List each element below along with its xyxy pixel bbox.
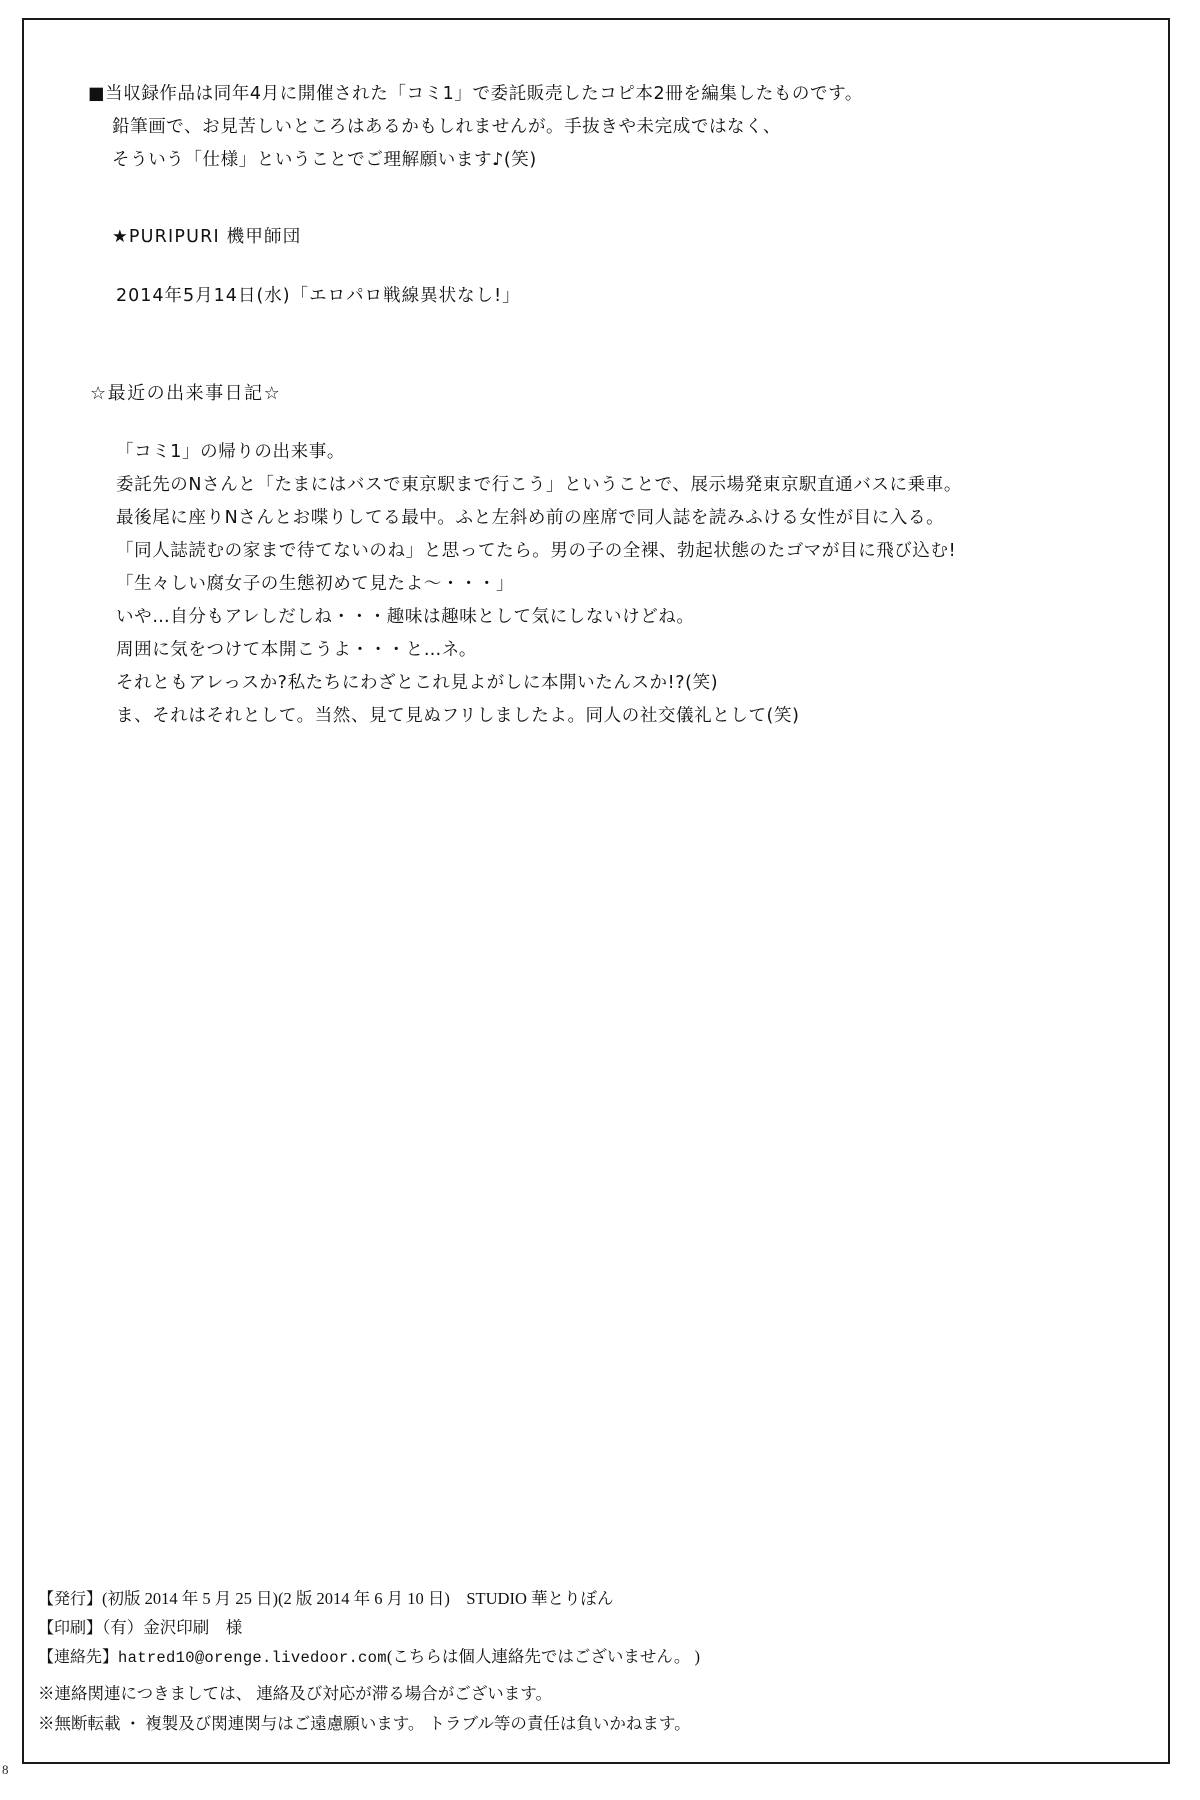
diary-line: 「同人誌読むの家まで待てないのね」と思ってたら。男の子の全裸、勃起状態のたゴマが目に飛び込む!: [116, 541, 957, 561]
diary-line: 「生々しい腐女子の生態初めて見たよ〜・・・」: [116, 574, 515, 594]
colophon-print-value: （有）金沢印刷 様: [102, 1618, 243, 1637]
colophon-contact-row: [38, 1642, 1158, 1673]
spacer-after-circle: [88, 254, 1088, 280]
diary-line: 「コミ1」の帰りの出来事。: [116, 442, 345, 462]
diary-body: [88, 436, 1088, 733]
colophon-publish-label: 【発行】: [38, 1589, 103, 1608]
afterword-intro-line-2: 鉛筆画で、お見苦しいところはあるかもしれませんが。手抜きや未完成ではなく、: [112, 117, 781, 137]
colophon-notice-1: ※連絡関連につきましては、 連絡及び対応が滞る場合がございます。: [38, 1684, 552, 1703]
diary-heading: ☆最近の出来事日記☆: [90, 383, 282, 404]
colophon-contact-label: 【連絡先】: [38, 1647, 119, 1666]
afterword-intro-line-3: そういう「仕様」ということでご理解願います♪(笑): [112, 150, 537, 170]
diary-line: 委託先のNさんと「たまにはバスで東京駅まで行こう」ということで、展示場発東京駅直通バスに乗車。: [116, 475, 962, 495]
colophon-publish-value: (初版 2014 年 5 月 25 日)(2 版 2014 年 6 月 10 日) STUDIO 華とりぼん: [102, 1589, 614, 1608]
diary-line: ま、それはそれとして。当然、見て見ぬフリしましたよ。同人の社交儀礼として(笑): [116, 706, 800, 726]
diary-line: いや…自分もアレしだしね・・・趣味は趣味として気にしないけどね。: [116, 607, 695, 627]
event-date-line: 2014年5月14日(水)「エロパロ戦線異状なし!」: [116, 286, 521, 306]
colophon-publish-row: [38, 1584, 1158, 1613]
afterword-block: [88, 78, 1088, 733]
diary-line: 最後尾に座りNさんとお喋りしてる最中。ふと左斜め前の座席で同人誌を読みふける女性が目に入る。: [116, 508, 945, 528]
colophon-print-row: [38, 1613, 1158, 1642]
colophon-contact-email: hatred10@orenge.livedoor.com: [118, 1649, 387, 1667]
afterword-intro-line-1: ■当収録作品は同年4月に開催された「コミ1」で委託販売したコピ本2冊を編集したものです。: [88, 84, 863, 104]
spacer-before-diary: [88, 313, 1088, 377]
colophon-contact-note: (こちらは個人連絡先ではございません。 ): [386, 1647, 700, 1666]
circle-name-line: ★PURIPURI 機甲師団: [112, 227, 302, 247]
colophon-notice-2: ※無断転載 ・ 複製及び関連関与はご遠慮願います。 トラブル等の責任は負いかねます。: [38, 1714, 691, 1733]
colophon-print-label: 【印刷】: [38, 1618, 103, 1637]
diary-line: それともアレっスか?私たちにわざとこれ見よがしに本開いたんスか!?(笑): [116, 673, 719, 693]
page-number: 8: [2, 1762, 9, 1777]
diary-line: 周囲に気をつけて本開こうよ・・・と…ネ。: [116, 640, 477, 660]
spacer-after-diary-heading: [88, 410, 1088, 436]
spacer-after-intro: [88, 177, 1088, 221]
colophon-block: [38, 1584, 1158, 1739]
